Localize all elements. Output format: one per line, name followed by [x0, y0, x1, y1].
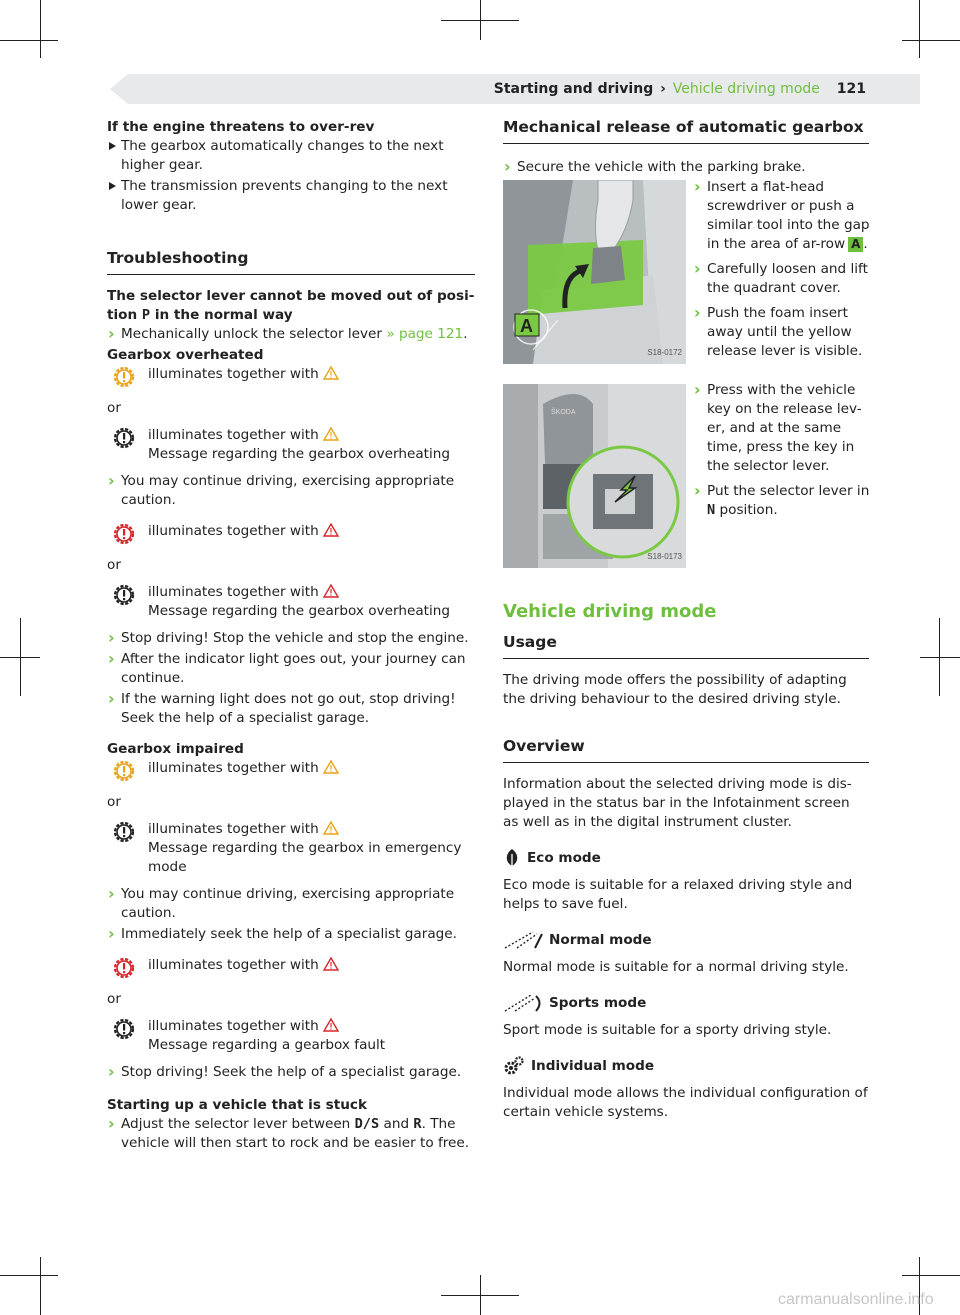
- gear-selector-illustration: [503, 180, 686, 364]
- image-label: S18-0173: [647, 552, 682, 561]
- crop-mark: [441, 20, 519, 21]
- breadcrumb-section[interactable]: Starting and driving: [493, 81, 654, 97]
- gearbox-warning-icon: [111, 582, 137, 608]
- gearbox-warning-yellow-icon: [111, 364, 137, 390]
- warning-triangle-red-icon: [323, 957, 339, 971]
- gearbox-warning-red-icon: [111, 521, 137, 547]
- page-link[interactable]: » page 121: [386, 326, 464, 342]
- gearbox-warning-icon: [111, 1016, 137, 1042]
- mech-release-heading: Mechanical release of automatic gearbox: [503, 118, 869, 144]
- warning-triangle-red-icon: [323, 523, 339, 537]
- release-steps: [693, 381, 871, 522]
- individual-mode-title: Individual mode: [503, 1056, 869, 1076]
- list-item: › Press with the vehicle key on the release lev-er, and at the same time, press the key in the selector lever.: [693, 381, 871, 476]
- crop-mark: [0, 657, 40, 658]
- gearbox-warning-yellow-icon: [111, 758, 137, 784]
- breadcrumb-separator: ›: [660, 81, 666, 97]
- image-brand: ŠKODA: [551, 409, 576, 416]
- page-number: 121: [836, 81, 866, 97]
- list-item: › Carefully loosen and lift the quadrant cover.: [693, 260, 871, 298]
- crop-mark: [40, 1257, 41, 1315]
- driving-mode-section: [503, 602, 869, 1130]
- crop-mark: [902, 40, 960, 41]
- overview-text: Information about the selected driving mode is dis-played in the status bar in the Infotainment screen as well as in the digital instrument cluster.: [503, 776, 852, 830]
- or-text: or: [107, 400, 121, 416]
- warning-triangle-red-icon: [323, 1018, 339, 1032]
- release-steps: [693, 178, 871, 363]
- crop-mark: [0, 40, 58, 41]
- crop-mark: [920, 657, 960, 658]
- or-text: or: [107, 991, 121, 1007]
- marker-a-badge: A: [848, 237, 863, 252]
- breadcrumb-current[interactable]: Vehicle driving mode: [672, 81, 820, 97]
- impaired-title: Gearbox impaired: [107, 741, 244, 757]
- stuck-title: Starting up a vehicle that is stuck: [107, 1097, 368, 1113]
- usage-text: The driving mode offers the possibility of adapting the driving behaviour to the desired driving style.: [503, 672, 847, 707]
- normal-mode-icon: [503, 930, 543, 950]
- or-text: or: [107, 794, 121, 810]
- image-marker-a: A: [520, 316, 533, 336]
- gear-selector-photo-1: [503, 180, 686, 364]
- list-item: The gearbox automatically changes to the next higher gear.: [107, 137, 475, 175]
- breadcrumb: [494, 80, 866, 99]
- release-lever-illustration: [503, 384, 686, 568]
- list-item: › Immediately seek the help of a specialist garage.: [107, 925, 475, 944]
- warning-row: illuminates together with: [107, 522, 475, 548]
- warning-triangle-yellow-icon: [323, 821, 339, 835]
- gears-icon: [503, 1056, 525, 1076]
- crop-mark: [902, 1275, 960, 1276]
- gearbox-warning-icon: [111, 819, 137, 845]
- selector-title: The selector lever cannot be moved out of posi-tion P in the normal way: [107, 288, 475, 323]
- left-column: [107, 118, 475, 1155]
- warning-row: illuminates together with: [107, 956, 475, 982]
- warning-triangle-yellow-icon: [323, 427, 339, 441]
- warning-row: illuminates together with Message regarding the gearbox overheating: [107, 583, 475, 621]
- list-item: › After the indicator light goes out, your journey can continue.: [107, 650, 475, 688]
- warning-row: illuminates together with Message regarding the gearbox in emergency mode: [107, 820, 475, 877]
- warning-row: illuminates together with Message regarding a gearbox fault: [107, 1017, 475, 1055]
- warning-triangle-red-icon: [323, 584, 339, 598]
- gearbox-warning-icon: [111, 425, 137, 451]
- list-item: › Put the selector lever in N position.: [693, 482, 871, 520]
- warning-row: illuminates together with Message regarding the gearbox overheating: [107, 426, 475, 464]
- crop-mark: [441, 1295, 519, 1296]
- sports-mode-text: Sport mode is suitable for a sporty driving style.: [503, 1022, 832, 1038]
- list-item: › Stop driving! Seek the help of a specialist garage.: [107, 1063, 475, 1082]
- gear-selector-photo-2: [503, 384, 686, 568]
- overrev-title: If the engine threatens to over-rev: [107, 119, 375, 135]
- crop-mark: [40, 0, 41, 58]
- gearbox-warning-red-icon: [111, 955, 137, 981]
- list-item: › Mechanically unlock the selector lever » page 121.: [107, 325, 475, 344]
- list-item: › Adjust the selector lever between D/S and R. The vehicle will then start to rock and be easier to free.: [107, 1115, 475, 1153]
- list-item: › If the warning light does not go out, stop driving! Seek the help of a specialist garage.: [107, 690, 475, 728]
- usage-heading: Usage: [503, 633, 869, 659]
- watermark: carmanualsonline.info: [778, 1291, 934, 1308]
- list-item: › Push the foam insert away until the yellow release lever is visible.: [693, 304, 871, 361]
- image-label: S18-0172: [647, 348, 682, 357]
- eco-mode-title: Eco mode: [503, 848, 869, 868]
- list-item: › You may continue driving, exercising appropriate caution.: [107, 472, 475, 510]
- warning-triangle-yellow-icon: [323, 760, 339, 774]
- individual-mode-text: Individual mode allows the individual configuration of certain vehicle systems.: [503, 1085, 868, 1120]
- eco-mode-text: Eco mode is suitable for a relaxed driving style and helps to save fuel.: [503, 877, 853, 912]
- crop-mark: [0, 1275, 58, 1276]
- vehicle-driving-mode-heading: Vehicle driving mode: [503, 601, 717, 622]
- troubleshooting-heading: Troubleshooting: [107, 249, 475, 275]
- leaf-icon: [503, 848, 521, 868]
- warning-triangle-yellow-icon: [323, 366, 339, 380]
- sport-mode-icon: [503, 993, 543, 1013]
- warning-row: illuminates together with: [107, 759, 475, 785]
- overheated-title: Gearbox overheated: [107, 347, 264, 363]
- right-column: [503, 118, 869, 179]
- normal-mode-text: Normal mode is suitable for a normal driving style.: [503, 959, 849, 975]
- warning-row: illuminates together with: [107, 365, 475, 391]
- or-text: or: [107, 557, 121, 573]
- list-item: The transmission prevents changing to the next lower gear.: [107, 177, 475, 215]
- sports-mode-title: Sports mode: [503, 993, 869, 1013]
- crop-mark: [919, 0, 920, 58]
- list-item: › Stop driving! Stop the vehicle and stop the engine.: [107, 629, 475, 648]
- normal-mode-title: Normal mode: [503, 930, 869, 950]
- list-item: › Insert a flat-head screwdriver or push a similar tool into the gap in the area of ar-row A .: [693, 178, 871, 254]
- overview-heading: Overview: [503, 737, 869, 763]
- list-item: › Secure the vehicle with the parking brake.: [503, 158, 869, 177]
- list-item: › You may continue driving, exercising appropriate caution.: [107, 885, 475, 923]
